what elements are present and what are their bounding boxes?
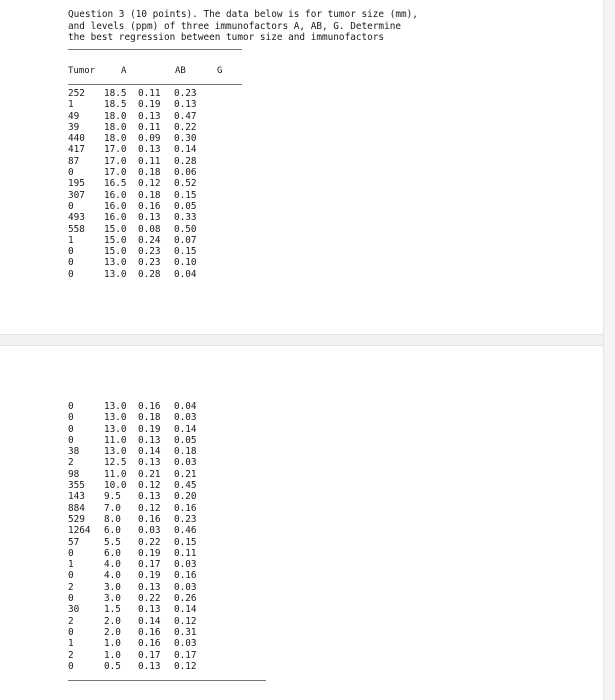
cell-tumor: 0 xyxy=(68,412,74,424)
cell-a: 18.5 xyxy=(104,88,127,99)
cell-a: 6.0 xyxy=(104,525,121,537)
cell-ab: 0.13 xyxy=(138,604,161,616)
cell-tumor: 1 xyxy=(68,638,74,650)
cell-ab: 0.13 xyxy=(138,110,161,122)
cell-g: 0.23 xyxy=(174,88,197,99)
header-ab: AB xyxy=(175,66,186,76)
cell-ab: 0.12 xyxy=(138,178,161,190)
cell-g: 0.04 xyxy=(174,401,197,412)
cell-tumor: 0 xyxy=(68,423,74,435)
cell-ab: 0.21 xyxy=(138,468,161,480)
cell-g: 0.20 xyxy=(174,491,197,503)
cell-g: 0.16 xyxy=(174,502,197,514)
cell-g: 0.23 xyxy=(174,513,197,525)
question-text: Question 3 (10 points). The data below is for tumor size (mm), and levels (ppm) of three immunofactors A, AB, G. Determine the best regression between tumor size and immunofactors xyxy=(68,9,418,43)
cell-a: 9.5 xyxy=(104,491,121,503)
cell-ab: 0.22 xyxy=(138,536,161,548)
cell-a: 13.0 xyxy=(104,446,127,458)
cell-g: 0.45 xyxy=(174,480,197,492)
cell-tumor: 30 xyxy=(68,604,80,616)
cell-ab: 0.19 xyxy=(138,423,161,435)
page-1 xyxy=(0,0,615,334)
cell-ab: 0.11 xyxy=(138,155,161,167)
cell-ab: 0.14 xyxy=(138,615,161,627)
cell-a: 11.0 xyxy=(104,468,127,480)
cell-g: 0.10 xyxy=(174,257,197,269)
cell-g: 0.14 xyxy=(174,604,197,616)
cell-tumor: 252 xyxy=(68,88,85,99)
cell-tumor: 1264 xyxy=(68,525,91,537)
cell-tumor: 558 xyxy=(68,223,85,235)
cell-tumor: 307 xyxy=(68,189,85,201)
header-g: G xyxy=(217,66,223,76)
cell-g: 0.14 xyxy=(174,144,197,156)
cell-g: 0.03 xyxy=(174,638,197,650)
cell-tumor: 1 xyxy=(68,234,74,246)
cell-tumor: 39 xyxy=(68,121,80,133)
cell-ab: 0.13 xyxy=(138,144,161,156)
divider-bottom xyxy=(68,680,266,681)
cell-g: 0.47 xyxy=(174,110,197,122)
cell-g: 0.06 xyxy=(174,167,197,179)
cell-tumor: 493 xyxy=(68,212,85,224)
cell-tumor: 417 xyxy=(68,144,85,156)
cell-g: 0.11 xyxy=(174,547,197,559)
cell-a: 11.0 xyxy=(104,434,127,446)
cell-tumor: 0 xyxy=(68,167,74,179)
cell-a: 15.0 xyxy=(104,234,127,246)
cell-ab: 0.19 xyxy=(138,570,161,582)
cell-tumor: 884 xyxy=(68,502,85,514)
cell-tumor: 529 xyxy=(68,513,85,525)
cell-g: 0.17 xyxy=(174,649,197,661)
cell-g: 0.12 xyxy=(174,615,197,627)
cell-a: 7.0 xyxy=(104,502,121,514)
cell-a: 1.5 xyxy=(104,604,121,616)
cell-a: 13.0 xyxy=(104,401,127,412)
cell-a: 15.0 xyxy=(104,246,127,258)
cell-tumor: 0 xyxy=(68,660,74,672)
cell-g: 0.04 xyxy=(174,268,197,280)
cell-a: 18.0 xyxy=(104,110,127,122)
cell-a: 8.0 xyxy=(104,513,121,525)
cell-a: 16.0 xyxy=(104,200,127,212)
cell-a: 0.5 xyxy=(104,660,121,672)
cell-a: 3.0 xyxy=(104,581,121,593)
cell-g: 0.03 xyxy=(174,581,197,593)
cell-a: 17.0 xyxy=(104,167,127,179)
cell-tumor: 0 xyxy=(68,200,74,212)
header-a: A xyxy=(121,66,127,76)
cell-g: 0.05 xyxy=(174,434,197,446)
cell-ab: 0.18 xyxy=(138,412,161,424)
cell-tumor: 0 xyxy=(68,268,74,280)
cell-g: 0.14 xyxy=(174,423,197,435)
cell-ab: 0.13 xyxy=(138,491,161,503)
cell-g: 0.15 xyxy=(174,189,197,201)
cell-tumor: 2 xyxy=(68,457,74,469)
cell-ab: 0.18 xyxy=(138,167,161,179)
cell-tumor: 0 xyxy=(68,570,74,582)
cell-a: 16.0 xyxy=(104,212,127,224)
cell-ab: 0.23 xyxy=(138,246,161,258)
cell-ab: 0.13 xyxy=(138,434,161,446)
cell-ab: 0.09 xyxy=(138,133,161,145)
cell-ab: 0.14 xyxy=(138,446,161,458)
cell-tumor: 0 xyxy=(68,257,74,269)
cell-a: 18.5 xyxy=(104,99,127,111)
cell-ab: 0.11 xyxy=(138,121,161,133)
cell-g: 0.15 xyxy=(174,536,197,548)
cell-a: 13.0 xyxy=(104,257,127,269)
cell-ab: 0.19 xyxy=(138,99,161,111)
cell-a: 17.0 xyxy=(104,155,127,167)
cell-g: 0.52 xyxy=(174,178,197,190)
cell-g: 0.05 xyxy=(174,200,197,212)
cell-g: 0.07 xyxy=(174,234,197,246)
scrollbar-track[interactable] xyxy=(603,0,615,700)
cell-ab: 0.24 xyxy=(138,234,161,246)
cell-g: 0.13 xyxy=(174,99,197,111)
cell-ab: 0.03 xyxy=(138,525,161,537)
cell-tumor: 195 xyxy=(68,178,85,190)
cell-tumor: 1 xyxy=(68,559,74,571)
cell-ab: 0.23 xyxy=(138,257,161,269)
cell-a: 18.0 xyxy=(104,121,127,133)
cell-g: 0.03 xyxy=(174,559,197,571)
cell-a: 4.0 xyxy=(104,570,121,582)
cell-a: 13.0 xyxy=(104,412,127,424)
cell-a: 12.5 xyxy=(104,457,127,469)
cell-g: 0.31 xyxy=(174,626,197,638)
cell-a: 13.0 xyxy=(104,268,127,280)
page-separator xyxy=(0,334,615,346)
cell-a: 17.0 xyxy=(104,144,127,156)
cell-a: 16.0 xyxy=(104,189,127,201)
page-2 xyxy=(0,346,615,700)
cell-tumor: 0 xyxy=(68,246,74,258)
divider-top xyxy=(68,49,242,50)
cell-tumor: 38 xyxy=(68,446,80,458)
cell-tumor: 143 xyxy=(68,491,85,503)
cell-g: 0.03 xyxy=(174,457,197,469)
cell-a: 2.0 xyxy=(104,626,121,638)
cell-a: 1.0 xyxy=(104,638,121,650)
cell-g: 0.28 xyxy=(174,155,197,167)
cell-ab: 0.12 xyxy=(138,480,161,492)
cell-ab: 0.17 xyxy=(138,559,161,571)
cell-tumor: 49 xyxy=(68,110,80,122)
cell-g: 0.21 xyxy=(174,468,197,480)
cell-g: 0.33 xyxy=(174,212,197,224)
header-tumor: Tumor xyxy=(68,66,96,76)
cell-g: 0.50 xyxy=(174,223,197,235)
cell-ab: 0.19 xyxy=(138,547,161,559)
cell-tumor: 0 xyxy=(68,593,74,605)
cell-a: 16.5 xyxy=(104,178,127,190)
cell-tumor: 355 xyxy=(68,480,85,492)
cell-ab: 0.18 xyxy=(138,189,161,201)
cell-ab: 0.13 xyxy=(138,457,161,469)
cell-a: 18.0 xyxy=(104,133,127,145)
cell-tumor: 2 xyxy=(68,581,74,593)
cell-g: 0.46 xyxy=(174,525,197,537)
cell-a: 13.0 xyxy=(104,423,127,435)
cell-ab: 0.16 xyxy=(138,513,161,525)
cell-a: 4.0 xyxy=(104,559,121,571)
cell-ab: 0.13 xyxy=(138,212,161,224)
cell-g: 0.16 xyxy=(174,570,197,582)
cell-ab: 0.13 xyxy=(138,581,161,593)
cell-tumor: 2 xyxy=(68,615,74,627)
cell-g: 0.26 xyxy=(174,593,197,605)
cell-a: 5.5 xyxy=(104,536,121,548)
cell-ab: 0.16 xyxy=(138,626,161,638)
cell-tumor: 87 xyxy=(68,155,80,167)
cell-a: 15.0 xyxy=(104,223,127,235)
cell-a: 6.0 xyxy=(104,547,121,559)
cell-tumor: 440 xyxy=(68,133,85,145)
cell-tumor: 0 xyxy=(68,626,74,638)
cell-tumor: 1 xyxy=(68,99,74,111)
cell-ab: 0.16 xyxy=(138,401,161,412)
cell-g: 0.15 xyxy=(174,246,197,258)
cell-ab: 0.16 xyxy=(138,638,161,650)
cell-ab: 0.12 xyxy=(138,502,161,514)
cell-ab: 0.17 xyxy=(138,649,161,661)
cell-ab: 0.28 xyxy=(138,268,161,280)
cell-g: 0.22 xyxy=(174,121,197,133)
cell-a: 1.0 xyxy=(104,649,121,661)
cell-tumor: 0 xyxy=(68,434,74,446)
cell-ab: 0.08 xyxy=(138,223,161,235)
cell-tumor: 57 xyxy=(68,536,80,548)
cell-g: 0.18 xyxy=(174,446,197,458)
cell-a: 3.0 xyxy=(104,593,121,605)
divider-header xyxy=(68,84,242,85)
cell-ab: 0.11 xyxy=(138,88,161,99)
cell-g: 0.03 xyxy=(174,412,197,424)
cell-ab: 0.13 xyxy=(138,660,161,672)
cell-a: 10.0 xyxy=(104,480,127,492)
cell-a: 2.0 xyxy=(104,615,121,627)
cell-tumor: 0 xyxy=(68,547,74,559)
cell-tumor: 2 xyxy=(68,649,74,661)
cell-ab: 0.16 xyxy=(138,200,161,212)
cell-g: 0.12 xyxy=(174,660,197,672)
cell-tumor: 98 xyxy=(68,468,80,480)
cell-tumor: 0 xyxy=(68,401,74,412)
cell-ab: 0.22 xyxy=(138,593,161,605)
cell-g: 0.30 xyxy=(174,133,197,145)
